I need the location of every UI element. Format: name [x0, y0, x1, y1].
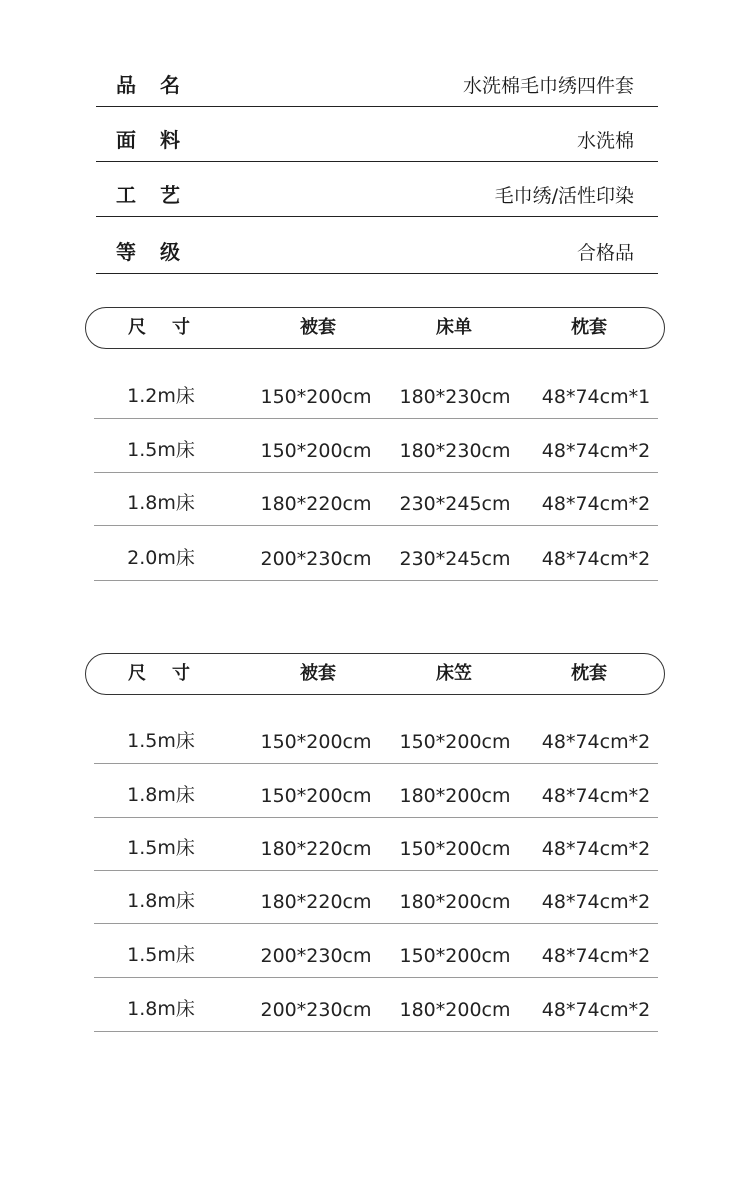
cell: 180*220cm [260, 493, 372, 515]
table-row [94, 709, 658, 764]
spec-key [116, 236, 204, 265]
table-row [94, 364, 658, 419]
header-fitted-sheet: 床笠 [436, 663, 472, 684]
spec-value: 水洗棉毛巾绣四件套 [462, 75, 634, 97]
table-row [94, 418, 658, 473]
cell: 230*245cm [399, 548, 511, 570]
key-char: 级 [160, 240, 180, 264]
table-row [94, 471, 658, 526]
spec-key [116, 124, 204, 153]
spec-value: 水洗棉 [576, 130, 634, 152]
cell: 150*200cm [260, 731, 372, 753]
header-pillowcase: 枕套 [571, 317, 607, 338]
table1-header [85, 307, 665, 349]
cell: 2.0m床 [127, 547, 195, 569]
cell: 48*74cm*2 [541, 891, 651, 913]
cell: 150*200cm [399, 731, 511, 753]
cell: 150*200cm [260, 440, 372, 462]
header-size-char: 尺 [128, 663, 146, 684]
spec-row-fabric [96, 107, 658, 162]
cell: 48*74cm*2 [541, 493, 651, 515]
cell: 180*200cm [399, 785, 511, 807]
spec-value: 合格品 [576, 242, 634, 264]
spec-row-name [96, 52, 658, 107]
cell: 48*74cm*2 [541, 731, 651, 753]
key-char: 工 [116, 183, 136, 207]
spec-row-grade [96, 219, 658, 274]
cell: 180*230cm [399, 440, 511, 462]
cell: 200*230cm [260, 999, 372, 1021]
cell: 48*74cm*2 [541, 785, 651, 807]
header-pillowcase: 枕套 [571, 663, 607, 684]
table2-header [85, 653, 665, 695]
table-row [94, 977, 658, 1032]
cell: 1.5m床 [127, 837, 195, 859]
key-char: 料 [160, 128, 180, 152]
header-duvet: 被套 [300, 663, 336, 684]
cell: 48*74cm*2 [541, 440, 651, 462]
cell: 1.5m床 [127, 944, 195, 966]
cell: 150*200cm [399, 945, 511, 967]
key-char: 等 [116, 240, 136, 264]
key-char: 艺 [160, 183, 180, 207]
cell: 1.5m床 [127, 439, 195, 461]
cell: 1.5m床 [127, 730, 195, 752]
spec-value: 毛巾绣/活性印染 [494, 185, 634, 207]
cell: 180*230cm [399, 386, 511, 408]
table-row [94, 816, 658, 871]
key-char: 面 [116, 128, 136, 152]
cell: 200*230cm [260, 945, 372, 967]
header-size [128, 308, 216, 348]
header-size-char: 寸 [172, 317, 190, 338]
cell: 1.8m床 [127, 784, 195, 806]
spec-key [116, 69, 204, 98]
cell: 1.8m床 [127, 998, 195, 1020]
table-row [94, 869, 658, 924]
cell: 180*220cm [260, 838, 372, 860]
cell: 1.2m床 [127, 385, 195, 407]
table-row [94, 526, 658, 581]
cell: 48*74cm*2 [541, 945, 651, 967]
cell: 150*200cm [260, 386, 372, 408]
spec-key [116, 179, 204, 208]
cell: 180*200cm [399, 891, 511, 913]
cell: 48*74cm*2 [541, 838, 651, 860]
header-size [128, 654, 216, 694]
cell: 48*74cm*2 [541, 999, 651, 1021]
cell: 48*74cm*1 [541, 386, 651, 408]
header-sheet: 床单 [436, 317, 472, 338]
cell: 150*200cm [399, 838, 511, 860]
key-char: 品 [116, 73, 136, 97]
header-size-char: 尺 [128, 317, 146, 338]
cell: 48*74cm*2 [541, 548, 651, 570]
cell: 1.8m床 [127, 890, 195, 912]
table-row [94, 923, 658, 978]
table-row [94, 763, 658, 818]
cell: 200*230cm [260, 548, 372, 570]
cell: 150*200cm [260, 785, 372, 807]
header-duvet: 被套 [300, 317, 336, 338]
cell: 180*220cm [260, 891, 372, 913]
cell: 230*245cm [399, 493, 511, 515]
header-size-char: 寸 [172, 663, 190, 684]
cell: 1.8m床 [127, 492, 195, 514]
spec-row-craft [96, 162, 658, 217]
key-char: 名 [160, 73, 180, 97]
cell: 180*200cm [399, 999, 511, 1021]
